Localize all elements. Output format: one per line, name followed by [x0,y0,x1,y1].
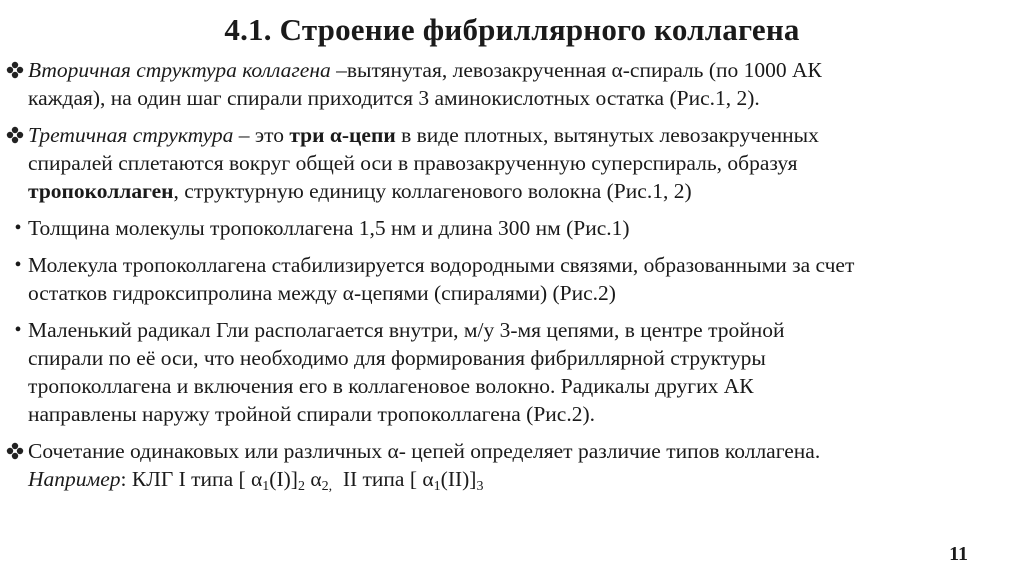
item-line: Сочетание одинаковых или различных α- цепей определяет различие типов коллагена. [28,439,821,463]
page-number: 11 [949,543,968,565]
list-item [6,316,1006,428]
item-line: Третичная структура – это три α-цепи в виде плотных, вытянутых левозакрученных [28,123,819,147]
diamond-bullet-icon [6,56,26,79]
item-line: спирали по её оси, что необходимо для формирования фибриллярной структуры [28,346,766,370]
diamond-bullet-icon [6,121,26,144]
item-line: Толщина молекулы тропоколлагена 1,5 нм и длина 300 нм (Рис.1) [28,216,630,240]
page-title: 4.1. Строение фибриллярного коллагена [224,12,800,47]
item-line: тропоколлаген, структурную единицу коллагенового волокна (Рис.1, 2) [28,179,692,203]
item-line: Вторичная структура коллагена –вытянутая, левозакрученная α-спираль (по 1000 АК [28,58,822,82]
bullet-dot-icon: • [14,254,22,276]
item-line: спиралей сплетаются вокруг общей оси в правозакрученную суперспираль, образуя [28,151,798,175]
list-item [6,56,1006,112]
slide-content [6,56,1006,502]
item-line: направлены наружу тройной спирали тропоколлагена (Рис.2). [28,402,595,426]
item-line: тропоколлагена и включения его в коллагеновое волокно. Радикалы других АК [28,374,754,398]
list-item [6,251,1006,307]
item-line: Маленький радикал Гли располагается внутри, м/у 3-мя цепями, в центре тройной [28,318,785,342]
bullet-dot-icon: • [14,319,22,341]
list-item [6,121,1006,205]
item-line: Например: КЛГ I типа [ $\alpha_1(I)]_2$ $\alpha_{2,}$ II типа [ $\alpha_1(II)]_3$ [28,467,484,494]
item-line: остатков гидроксипролина между α-цепями (спиралями) (Рис.2) [28,281,616,305]
list-item [6,437,1006,493]
item-line: Молекула тропоколлагена стабилизируется водородными связями, образованными за счет [28,253,855,277]
diamond-bullet-icon [6,437,26,460]
list-item [6,214,1006,242]
bullet-dot-icon: • [14,217,22,239]
item-line: каждая), на один шаг спирали приходится 3 аминокислотных остатка (Рис.1, 2). [28,86,760,110]
